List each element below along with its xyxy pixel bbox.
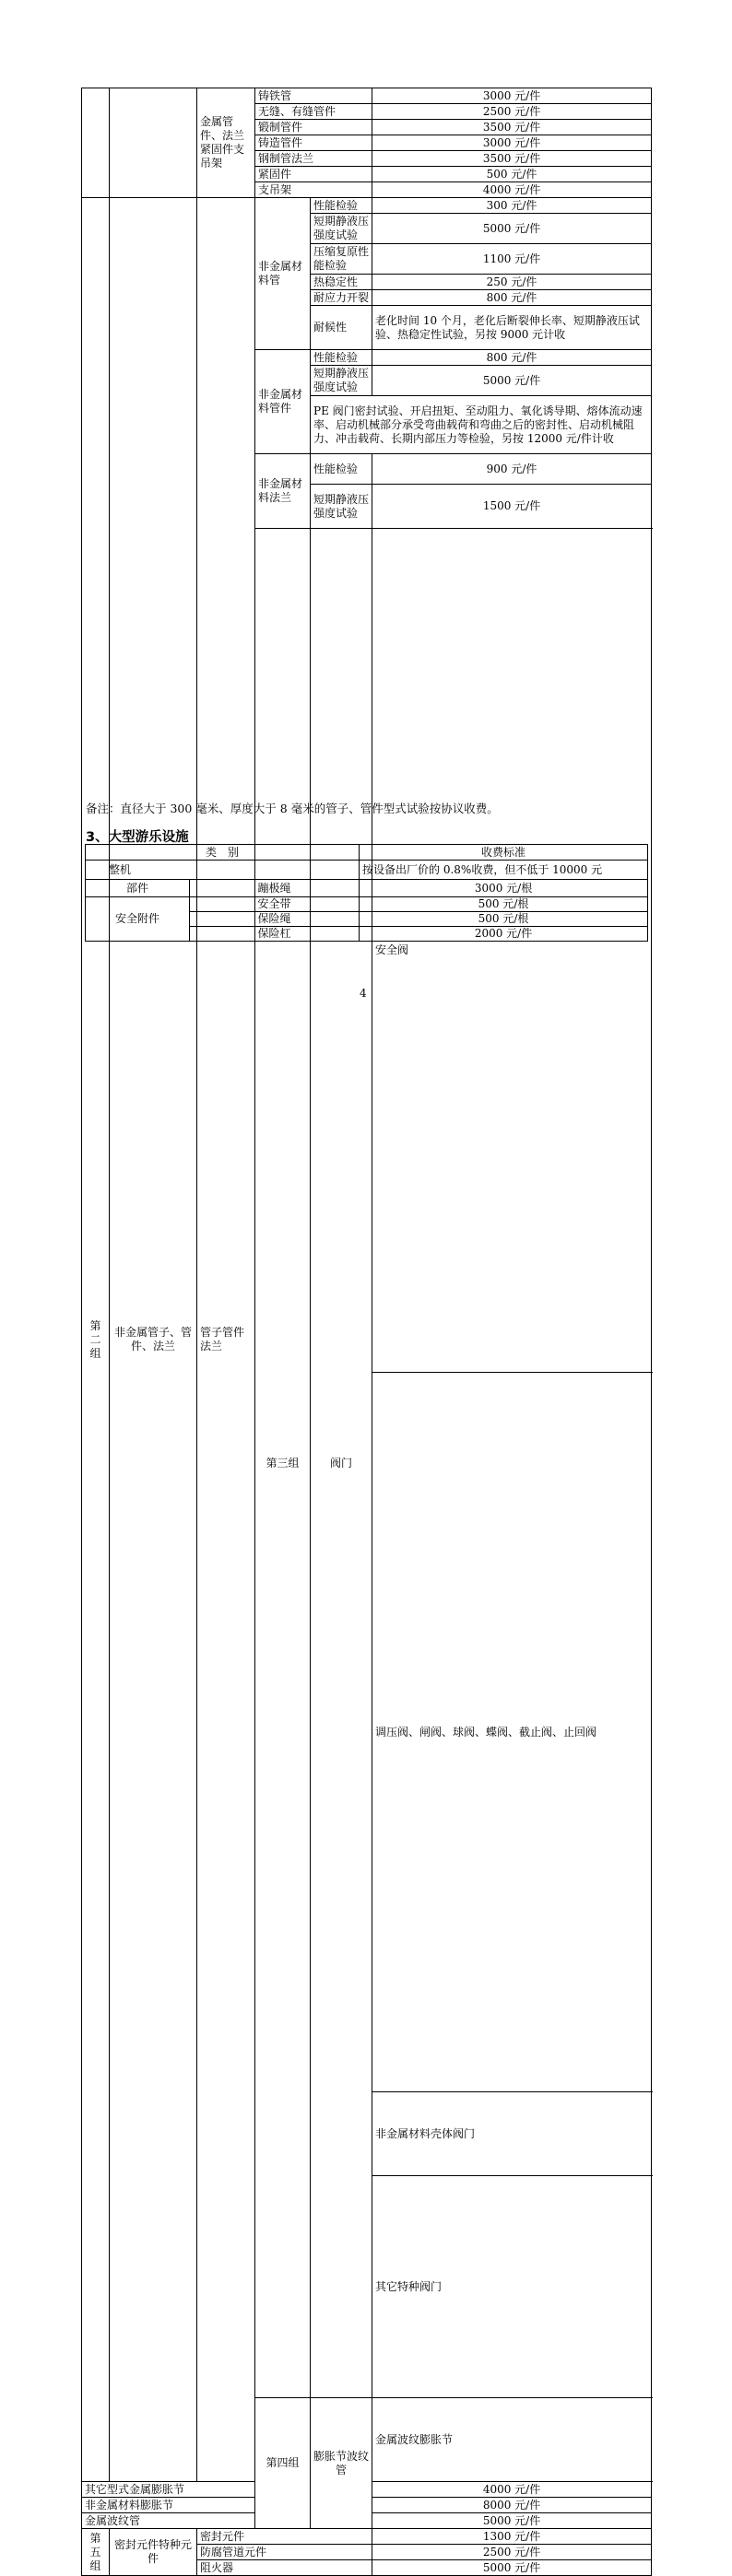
item-cell: 短期静液压强度试验: [311, 485, 372, 529]
item-cell: 性能检验: [311, 454, 372, 485]
group-name-2: 非金属管子、管件、法兰: [110, 198, 197, 2482]
whole-machine-fee: 按设备出厂价的 0.8%收费，但不低于 10000 元: [360, 861, 648, 880]
fee-cell: 5000 元/件: [372, 2513, 652, 2529]
part-item: 蹦极绳: [190, 880, 360, 897]
item-cell: 无缝、有缝管件: [255, 104, 372, 120]
item-cell: 保险绳: [190, 912, 360, 927]
fee-cell: 5000 元/件: [372, 2560, 652, 2576]
item-cell: 耐应力开裂: [311, 290, 372, 306]
item-cell: 铸造管件: [255, 135, 372, 151]
fee-cell: 8000 元/件: [372, 2498, 652, 2513]
group-label-2: 第二组: [82, 198, 110, 2482]
fee-cell: 900 元/件: [372, 454, 652, 485]
fee-cell: 2500 元/件: [372, 104, 652, 120]
fee-cell: 3000 元/件: [372, 135, 652, 151]
table-note: 备注：直径大于 300 毫米、厚度大于 8 毫米的管子、管件型式试验按协议收费。: [86, 802, 499, 815]
nonmetal-flange-label: 非金属材料法兰: [255, 454, 311, 529]
item-cell: 锻制管件: [255, 120, 372, 135]
group-label-3: 第三组: [255, 529, 311, 2398]
safety-valve-item: 安全阀: [372, 529, 652, 1373]
fee-table-amusement-facilities: [85, 844, 648, 942]
fee-cell: 800 元/件: [372, 290, 652, 306]
group-name-5: 密封元件特种元件: [110, 2529, 197, 2576]
nonmetal-pipe-label: 非金属材料管: [255, 198, 311, 350]
group-label-5: 第五组: [82, 2529, 110, 2576]
group-name-empty: [110, 88, 197, 198]
fee-cell: 1100 元/件: [372, 244, 652, 275]
item-cell: 耐候性: [311, 306, 372, 350]
fee-cell: 1300 元/件: [372, 2529, 652, 2545]
subcategory-2: 管子管件法兰: [197, 198, 255, 2482]
item-cell: 其它型式金属膨胀节: [82, 2482, 255, 2498]
item-cell: 密封元件: [197, 2529, 372, 2545]
part-fee: 3000 元/根: [360, 880, 648, 897]
fee-cell: 800 元/件: [372, 350, 652, 366]
item-cell: 铸铁管: [255, 88, 372, 104]
fee-cell: 500 元/件: [372, 167, 652, 182]
part-label: 部件: [86, 880, 190, 897]
item-cell: 防腐管道元件: [197, 2545, 372, 2560]
fee-cell: 1500 元/件: [372, 485, 652, 529]
item-cell: 短期静液压强度试验: [311, 214, 372, 244]
item-cell: 性能检验: [311, 350, 372, 366]
item-cell: 金属波纹膨胀节: [372, 2398, 652, 2482]
section-title: 3、大型游乐设施: [86, 830, 189, 845]
item-cell: 其它特种阀门: [372, 2176, 652, 2398]
fee-cell: 3000 元/件: [372, 88, 652, 104]
header-category: 类 别: [86, 845, 360, 861]
fee-cell: 2500 元/件: [372, 2545, 652, 2560]
fee-cell: 3500 元/件: [372, 151, 652, 167]
page-number: 4: [360, 987, 367, 1000]
nonmetal-fitting-label: 非金属材料管件: [255, 350, 311, 454]
whole-machine-label: 整机: [86, 861, 360, 880]
fee-cell: 500 元/根: [360, 912, 648, 927]
item-cell: 钢制管法兰: [255, 151, 372, 167]
other-valves-item: 调压阀、闸阀、球阀、蝶阀、截止阀、止回阀: [372, 1373, 652, 2092]
item-cell: 热稳定性: [311, 275, 372, 290]
item-cell: 压缩复原性能检验: [311, 244, 372, 275]
group-cell-empty: [82, 88, 110, 198]
fee-cell: 4000 元/件: [372, 182, 652, 198]
fee-cell: 2000 元/件: [360, 927, 648, 942]
item-cell: 保险杠: [190, 927, 360, 942]
fee-cell: 老化时间 10 个月，老化后断裂伸长率、短期静液压试验、热稳定性试验，另按 9000 元计收: [372, 306, 652, 350]
fee-cell: 500 元/根: [360, 897, 648, 912]
header-fee: 收费标准: [360, 845, 648, 861]
item-cell: 短期静液压强度试验: [311, 366, 372, 396]
fee-cell: 300 元/件: [372, 198, 652, 214]
group-name-3: 阀门: [311, 529, 372, 2398]
category-metal: 金属管件、法兰紧固件支吊架: [197, 88, 255, 198]
group-label-4: 第四组: [255, 2398, 311, 2529]
item-cell: 紧固件: [255, 167, 372, 182]
fee-cell: 5000 元/件: [372, 366, 652, 396]
item-cell: 阻火器: [197, 2560, 372, 2576]
item-cell: 非金属材料壳体阀门: [372, 2092, 652, 2176]
item-cell: 安全带: [190, 897, 360, 912]
item-cell: 性能检验: [311, 198, 372, 214]
fee-cell: 250 元/件: [372, 275, 652, 290]
fee-cell: 3500 元/件: [372, 120, 652, 135]
item-cell: 非金属材料膨胀节: [82, 2498, 255, 2513]
item-cell: 金属波纹管: [82, 2513, 255, 2529]
fee-table-pressure-pipe-components: [81, 88, 652, 2576]
group-name-4: 膨胀节波纹管: [311, 2398, 372, 2529]
fitting-note: PE 阀门密封试验、开启扭矩、至动阻力、氧化诱导期、熔体流动速率、启动机械部分承受弯曲载荷和弯曲之后的密封性、启动机械阻力、冲击载荷、长期内部压力等检验，另按 12000 元/件计收: [311, 396, 652, 454]
safety-accessory-label: 安全附件: [86, 897, 190, 942]
fee-cell: 4000 元/件: [372, 2482, 652, 2498]
fee-cell: 5000 元/件: [372, 214, 652, 244]
item-cell: 支吊架: [255, 182, 372, 198]
